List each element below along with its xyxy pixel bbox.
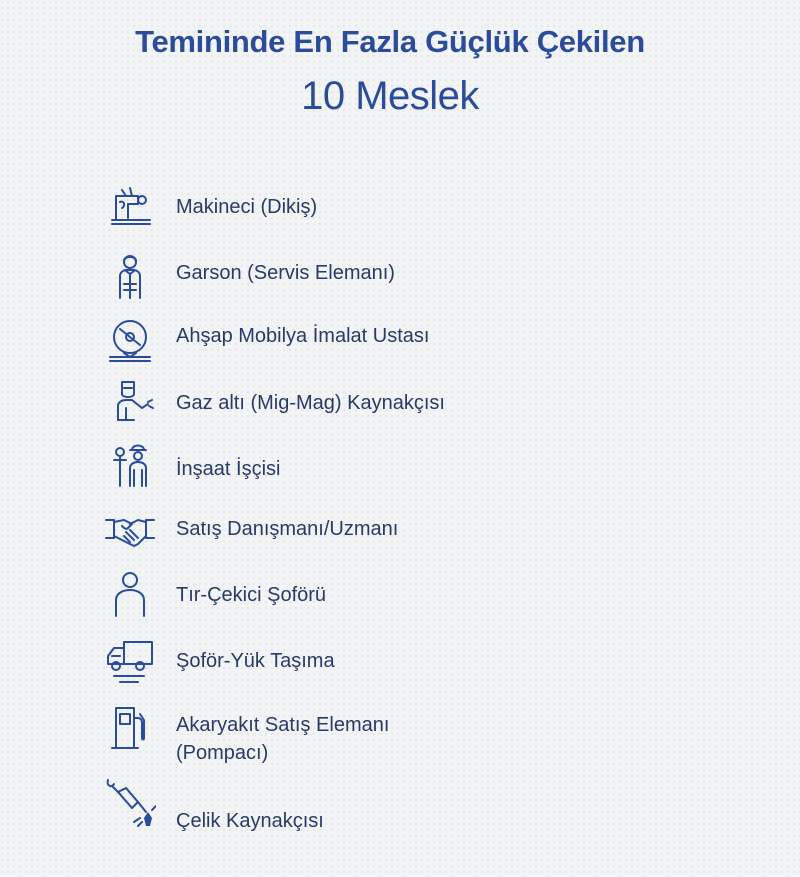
profession-label: Şoför-Yük Taşıma <box>176 650 335 672</box>
handshake-icon <box>104 506 156 558</box>
list-item <box>100 636 660 696</box>
list-item <box>100 250 660 310</box>
profession-label: Akaryakıt Satış Elemanı <box>176 714 390 736</box>
profession-label: Tır-Çekici Şoförü <box>176 584 327 606</box>
profession-label: Ahşap Mobilya İmalat Ustası <box>176 325 430 347</box>
fuel-pump-icon <box>104 702 156 754</box>
list-item <box>100 568 660 628</box>
construction-worker-icon <box>104 440 156 492</box>
page-title: Temininde En Fazla Güçlük Çekilen <box>135 24 645 59</box>
circular-saw-icon <box>104 315 156 367</box>
profession-label: Makineci (Dikiş) <box>176 196 318 218</box>
profession-label-line2: (Pompacı) <box>176 742 269 764</box>
profession-label: Gaz altı (Mig-Mag) Kaynakçısı <box>176 392 445 414</box>
list-item <box>100 506 660 566</box>
list-item <box>100 180 660 240</box>
welder-icon <box>104 378 156 430</box>
list-item <box>100 315 660 375</box>
profession-label: Garson (Servis Elemanı) <box>176 262 395 284</box>
list-item <box>100 378 660 438</box>
profession-label: Satış Danışmanı/Uzmanı <box>176 518 399 540</box>
delivery-truck-icon <box>104 636 156 688</box>
list-item <box>100 702 660 762</box>
page-subtitle: 10 Meslek <box>301 74 479 118</box>
welding-torch-icon <box>104 776 156 828</box>
profession-label: İnşaat İşçisi <box>176 458 281 480</box>
sewing-machine-icon <box>104 180 156 232</box>
profession-label: Çelik Kaynakçısı <box>176 810 324 832</box>
list-item <box>100 440 660 500</box>
waiter-icon <box>104 250 156 302</box>
list-item <box>100 776 660 836</box>
person-icon <box>104 568 156 620</box>
